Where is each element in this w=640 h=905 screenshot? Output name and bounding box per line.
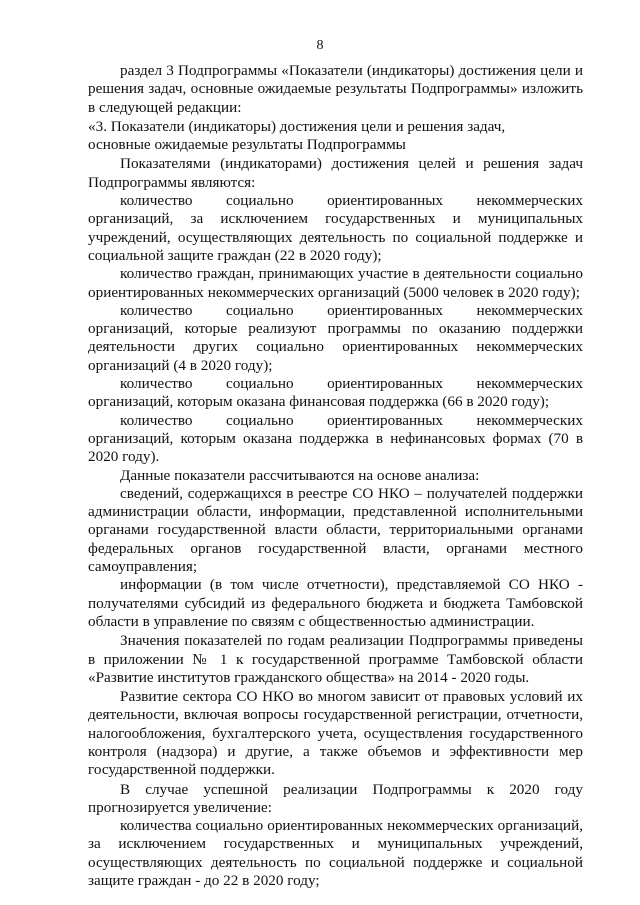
analysis-intro-paragraph: Данные показатели рассчитываются на основе анализа: [120,466,480,484]
indicators-intro-paragraph: Показателями (индикаторами) достижения целей и решения задач Подпрограммы являются: [88,155,583,191]
indicator-item-financial-support: количество социально ориентированных некоммерческих организаций, которым оказана финансовая поддержка (66 в 2020 году); [88,375,583,411]
indicator-item-nko-count: количество социально ориентированных некоммерческих организаций, за исключением государственных и муниципальных учреждений, осуществляющих деятельность по социальной поддержке и социальной защите граждан (22 в 2020 году); [88,192,583,264]
indicator-item-citizens: количество граждан, принимающих участие в деятельности социально ориентированных некоммерческих организаций (5000 человек в 2020 году); [88,265,583,301]
section-heading-line-1: «3. Показатели (индикаторы) достижения цели и решения задач, [88,117,506,135]
analysis-source-registry: сведений, содержащихся в реестре СО НКО – получателей поддержки администрации области, информации, представленной исполнительными органами государственной власти области, территориальными органами федеральных органов государственной власти, органами местного самоуправления; [88,484,583,576]
indicator-item-nonfinancial-support: количество социально ориентированных некоммерческих организаций, которым оказана поддержка в нефинансовых формах (70 в 2020 году). [88,411,583,466]
document-body [88,62,583,890]
page-number: 8 [316,38,324,53]
section-heading-line-2: основные ожидаемые результаты Подпрограммы [88,136,406,154]
forecast-item-nko-count: количества социально ориентированных некоммерческих организаций, за исключением государственных и муниципальных учреждений, осуществляющих деятельность по социальной поддержке и социальной защите граждан - до 22 в 2020 году; [88,817,583,890]
indicator-item-support-programs: количество социально ориентированных некоммерческих организаций, которые реализуют программы по оказанию поддержки деятельности других социально ориентированных некоммерческих организаций (4 в 2020 году); [88,301,583,374]
sector-development-paragraph: Развитие сектора СО НКО во многом зависит от правовых условий их деятельности, включая вопросы государственной регистрации, отчетности, налогообложения, бухгалтерского учета, осуществления государственного контроля (надзора) и другие, а также объемов и эффективности мер государственной поддержки. [88,688,583,779]
analysis-source-reports: информации (в том числе отчетности), представляемой СО НКО - получателями субсидий из федерального бюджета и бюджета Тамбовской области в управление по связям с общественностью администрации. [88,576,583,630]
forecast-intro-paragraph: В случае успешной реализации Подпрограммы к 2020 году прогнозируется увеличение: [88,780,583,816]
intro-paragraph: раздел 3 Подпрограммы «Показатели (индикаторы) достижения цели и решения задач, основные ожидаемые результаты Подпрограммы» изложить в следующей редакции: [88,62,583,116]
indicator-values-paragraph: Значения показателей по годам реализации Подпрограммы приведены в приложении № 1 к государственной программе Тамбовской области «Развитие институтов гражданского общества» на 2014 - 2020 годы. [88,632,583,686]
